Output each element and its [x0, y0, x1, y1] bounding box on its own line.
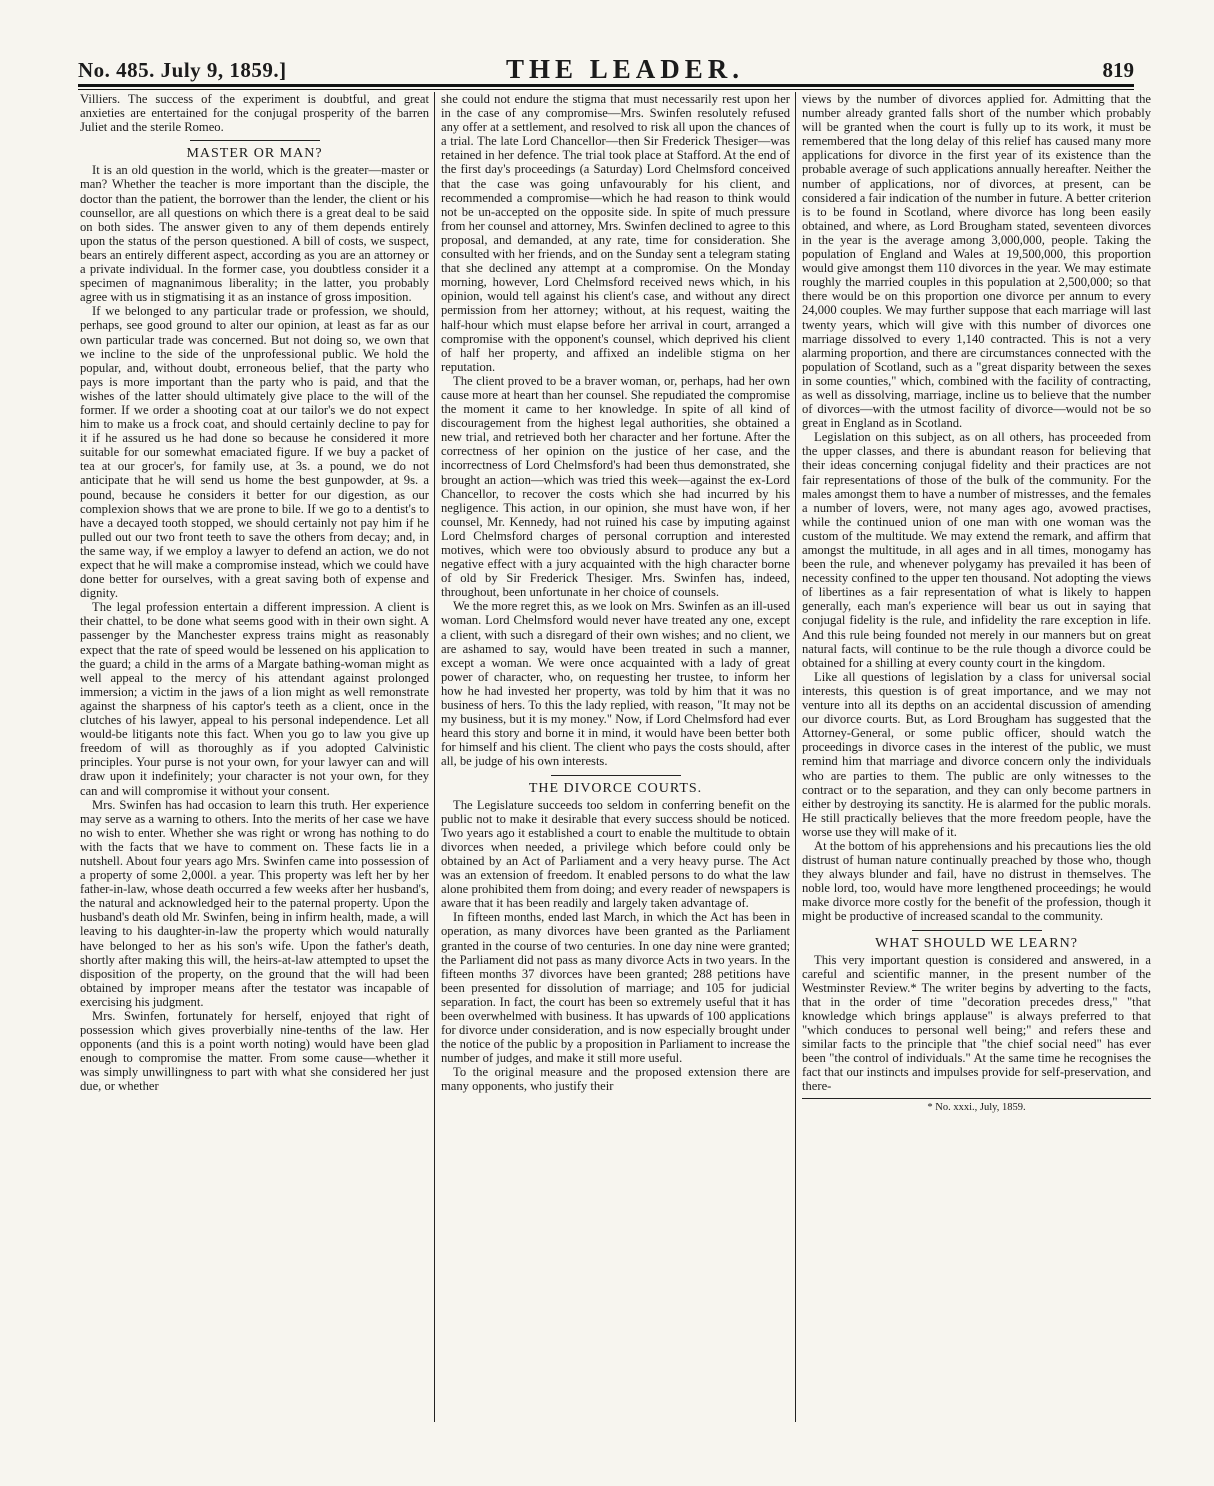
- section-rule: [551, 775, 681, 776]
- section-rule: [190, 140, 320, 141]
- paragraph: In fifteen months, ended last March, in which the Act has been in operation, as many divorces have been granted as the Parliament granted in the course of two centuries. In one day nine were granted; the Parliament did not pass as many divorce Acts in two years. In the fifteen months 37 divorces have been granted; 288 petitions have been presented for dissolution of marriage; and 105 for judicial separation. In fact, the court has been so extremely useful that it has been overwhelmed with business. It has upwards of 100 applications for divorce under consideration, and is now especially brought under the notice of the public by a proposition in Parliament to increase the number of judges, and make it still more useful.: [441, 910, 790, 1066]
- column-1: [80, 92, 429, 1094]
- paragraph: At the bottom of his apprehensions and his precautions lies the old distrust of human nature continually preached by those who, though they always blunder and fail, have no distrust in themselves. The noble lord, too, would have more lengthened proceedings; he would make divorce more costly for the benefit of the profession, though it might be productive of increased scandal to the community.: [802, 838, 1151, 924]
- page-header: [78, 54, 1134, 82]
- paragraph: It is an old question in the world, which is the greater—master or man? Whether the teacher is more important than the disciple, the doctor than the patient, the borrower than the lender, the client or his counsellor, are all questions on which there is a great deal to be said on both sides. The answer given to any of them depends entirely upon the status of the person questioned. A bill of costs, we suspect, bears an entirely different aspect, according as you are an attorney or a private individual. In the former case, you doubtless consider it a specimen of magnanimous liberality; in the latter, you probably agree with us in stigmatising it as an instance of gross imposition.: [80, 163, 429, 305]
- article-heading-divorce-courts: THE DIVORCE COURTS.: [528, 780, 703, 796]
- paragraph: Mrs. Swinfen, fortunately for herself, enjoyed that right of possession which gives proverbially nine-tenths of the law. Her opponents (and this is a point worth noting) would have been glad enough to compromise the matter. From some cause—whether it was simply unwillingness to part with what she considered her just due, or whether: [80, 1009, 429, 1094]
- column-divider: [434, 92, 435, 1422]
- paragraph: Villiers. The success of the experiment is doubtful, and great anxieties are entertained for the conjugal prosperity of the barren Juliet and the sterile Romeo.: [80, 92, 429, 135]
- paragraph: views by the number of divorces applied for. Admitting that the number already granted falls short of the number which probably will be granted when the court is fully up to its work, it must be remembered that the long delay of this relief has caused many more applications for divorce in the first year of its existence than the probable average of such applications annually hereafter. Neither the number of applications, nor of divorces, at present, can be considered a fair indication of the number in future. A better criterion is to be found in Scotland, where divorce has long been easily obtained, and where, as Lord Brougham stated, seventeen divorces in the year is the average among 3,000,000, people. Taking the population of England and Wales at 19,500,000, this proportion would give amongst them 110 divorces in the year. We may estimate roughly the married couples in this population at 2,500,000; so that there would be on this proportion one divorce per annum to every 24,000 couples. We may further suppose that each marriage will last twenty years, which will give with this number of divorces one marriage dissolved to every 1,140 contracted. This is not a very alarming proportion, and there are circumstances connected with the population of Scotland, such as a "great disparity between the sexes in some counties," which, combined with the facility of contracting, as well as dissolving, marriage, incline us to believe that the number of divorces—with the utmost facility of divorce—would not be so great in England as in Scotland.: [802, 92, 1152, 431]
- article-heading-master-or-man: MASTER OR MAN?: [186, 146, 323, 162]
- newspaper-title: THE LEADER.: [506, 54, 745, 84]
- column-divider: [795, 92, 796, 1422]
- paragraph: This very important question is considered and answered, in a careful and scientific manner, in the present number of the Westminster Review.* The writer begins by adverting to the facts, that in the order of time "decoration precedes dress," "that knowledge which brings applause" is always preferred to that "which conduces to personal well being;" and refers these and similar facts to the principle that "the chief social need" has ever been "the control of individuals." At the same time he recognises the fact that our instincts and impulses provide for self-preservation, and there-: [802, 952, 1151, 1094]
- page-number: 819: [1102, 58, 1134, 82]
- paragraph: We the more regret this, as we look on Mrs. Swinfen as an ill-used woman. Lord Chelmsford would never have treated any one, except a client, with such a disregard of their own wishes; and no client, we are ashamed to say, would have been treated in such a manner, except a woman. We were once acquainted with a lady of great power of character, who, on requesting her trustee, to inform her how he had invested her property, was told by him that it was no business of hers. To this the lady replied, with reason, "It may not be my business, but it is my money." Now, if Lord Chelmsford had ever heard this story and borne it in mind, it would have been better both for himself and his client. The client who pays the costs should, after all, be judge of his own interests.: [441, 599, 790, 769]
- paragraph: If we belonged to any particular trade or profession, we should, perhaps, see good ground to alter our opinion, at least as far as our own particular trade was concerned. But not doing so, we own that we incline to the side of the unprofessional public. We hold the popular, and, without doubt, erroneous belief, that the party who pays is more important than the party who is paid, and that the wishes of the latter should ultimately give place to the will of the former. If we order a shooting coat at our tailor's we do not expect him to make us a frock coat, and should certainly decline to pay for it if he assured us he had done so because he considered it more suitable for our somewhat emaciated figure. If we buy a packet of tea at our grocer's, for family use, at 3s. a pound, we do not anticipate that he will send us home the best gunpowder, at 9s. a pound, because he considers it better for our digestion, as our complexion shows that we are prone to bile. If we go to a dentist's to have a decayed tooth stopped, we should certainly not pay him if he pulled out our two front teeth to save the others from decay; and, in the same way, if we employ a lawyer to defend an action, we do not expect that he will make a compromise instead, which we could have done better for ourselves, with a great saving both of expense and dignity.: [80, 304, 430, 601]
- header-rule-thin: [78, 89, 1134, 90]
- footnote: * No. xxxi., July, 1859.: [802, 1098, 1151, 1115]
- paragraph: Mrs. Swinfen has had occasion to learn this truth. Her experience may serve as a warning to others. Into the merits of her case we have no wish to enter. Whether she was right or wrong has nothing to do with the facts that we have to comment on. These facts lie in a nutshell. About four years ago Mrs. Swinfen came into possession of a property of some 2,000l. a year. This property was left her by her father-in-law, whose death occurred a few weeks after her husband's, the natural and acknowledged heir to the paternal property. Upon the husband's death old Mr. Swinfen, being in infirm health, made, a will leaving to his daughter-in-law the property which would naturally have belonged to her as his son's wife. Upon the father's death, shortly after making this will, the heirs-at-law attempted to upset the disposition of the property, on the ground that the will had been obtained by improper means after the testator was incapable of exercising his judgment.: [80, 797, 429, 1009]
- paragraph: To the original measure and the proposed extension there are many opponents, who justify their: [441, 1065, 790, 1094]
- article-heading-what-should-we-learn: WHAT SHOULD WE LEARN?: [875, 935, 1078, 951]
- paragraph: The client proved to be a braver woman, or, perhaps, had her own cause more at heart than her counsel. She repudiated the compromise the moment it came to her knowledge. In spite of all kind of discouragement from the highest legal authorities, she obtained a new trial, and retrieved both her character and her fortune. After the correctness of her opinion on the justice of her case, and the incorrectness of Lord Chelmsford's had been thus demonstrated, she brought an action—which was tried this week—against the ex-Lord Chancellor, to recover the costs which she had incurred by his negligence. This action, in our opinion, she must have won, if her counsel, Mr. Kennedy, had not ruined his case by imputing against Lord Chelmsford charges of personal corruption and interested motives, which were too obviously absurd to produce any but a negative effect with a jury acquainted with the high character borne of old by Sir Frederick Thesiger. Mrs. Swinfen has, indeed, throughout, been unfortunate in her choice of counsels.: [441, 373, 790, 600]
- paragraph: Like all questions of legislation by a class for universal social interests, this question is of great importance, and we may not venture into all its depths on an accidental discussion of amending our divorce courts. But, as Lord Brougham has suggested that the Attorney-General, or some public officer, should watch the proceedings in divorce cases in the interest of the public, we must remind him that marriage and divorce concern only the individuals who are parties to them. The public are only witnesses to the contract or to the separation, and they can only become partners in either by destroying its sanctity. He is alarmed for the public morals. He still practically believes that the more freedom people, have the worse use they will make of it.: [802, 669, 1151, 839]
- header-rule: [78, 84, 1134, 87]
- paragraph: The Legislature succeeds too seldom in conferring benefit on the public not to make it desirable that every success should be noticed. Two years ago it established a court to enable the multitude to obtain divorces when needed, a privilege which before could only be obtained by an Act of Parliament and a very heavy purse. The Act was an extension of freedom. It enabled persons to do what the law alone prohibited them from doing; and every reader of newspapers is aware that it has been readily and largely taken advantage of.: [441, 797, 790, 911]
- paragraph: she could not endure the stigma that must necessarily rest upon her in the case of any compromise—Mrs. Swinfen resolutely refused any offer at a settlement, and resolved to risk all upon the chances of a trial. The late Lord Chancellor—then Sir Frederick Thesiger—was retained in her defence. The trial took place at Stafford. At the end of the first day's proceedings (a Saturday) Lord Chelmsford conceived that the case was going unfavourably for his client, and recommended a compromise—which he had reason to think would not be un-accepted on the opposite side. In spite of much pressure from her counsel and attorney, Mrs. Swinfen declined to agree to this proposal, and demanded, at any rate, time for consideration. She consulted with her friends, and on the Sunday sent a telegram stating that she declined any attempt at a compromise. On the Monday morning, however, Lord Chelmsford received news which, in his opinion, would tell against his client's case, and without any direct permission from her attorney; without, at his request, waiting the half-hour which must elapse before her arrival in court, arranged a compromise with the opponent's counsel, which deprived his client of half her property, and affixed an indelible stigma on her reputation.: [441, 92, 790, 374]
- paragraph: Legislation on this subject, as on all others, has proceeded from the upper classes, and there is abundant reason for believing that their ideas concerning conjugal fidelity and their practices are not fair representations of those of the bulk of the community. For the males amongst them to have a number of mistresses, and the females a number of lovers, were, not many ages ago, avowed practises, while the continued union of one man with one woman was the custom of the multitude. We may extend the remark, and affirm that amongst the multitude, in all ages and in all times, monogamy has been the rule, and whenever polygamy has prevailed it has been of necessity confined to the upper ten thousand. Not adopting the views of libertines as a fair representation of what is likely to happen generally, each man's experience will bear us out in saying that conjugal fidelity is the rule, and infidelity the rare exception in life. And this rule being founded not merely in our manners but on great natural facts, will continue to be the rule though a divorce could be obtained for a shilling at every county court in the kingdom.: [802, 430, 1151, 670]
- column-3: [802, 92, 1151, 1115]
- section-rule: [912, 930, 1042, 931]
- column-2: [441, 92, 790, 1094]
- issue-date: No. 485. July 9, 1859.]: [78, 58, 287, 82]
- paragraph: The legal profession entertain a different impression. A client is their chattel, to be done what seems good with in their own sight. A passenger by the Manchester express trains might as reasonably expect that the rate of speed would be lessened on his application to the guard; a child in the arms of a Margate bathing-woman might as well appeal to the mercy of his attendant against prolonged immersion; a victim in the jaws of a lion might as well remonstrate against the sharpness of his captor's teeth as a client, once in the clutches of his lawyer, appeal to his personal independence. Let all would-be litigants note this fact. When you go to law you give up freedom of will as thoroughly as if you adopted Calvinistic principles. Your purse is not your own, for your lawyer can and will draw upon it indefinitely; your character is not your own, for they can and will compromise it without your consent.: [80, 600, 429, 798]
